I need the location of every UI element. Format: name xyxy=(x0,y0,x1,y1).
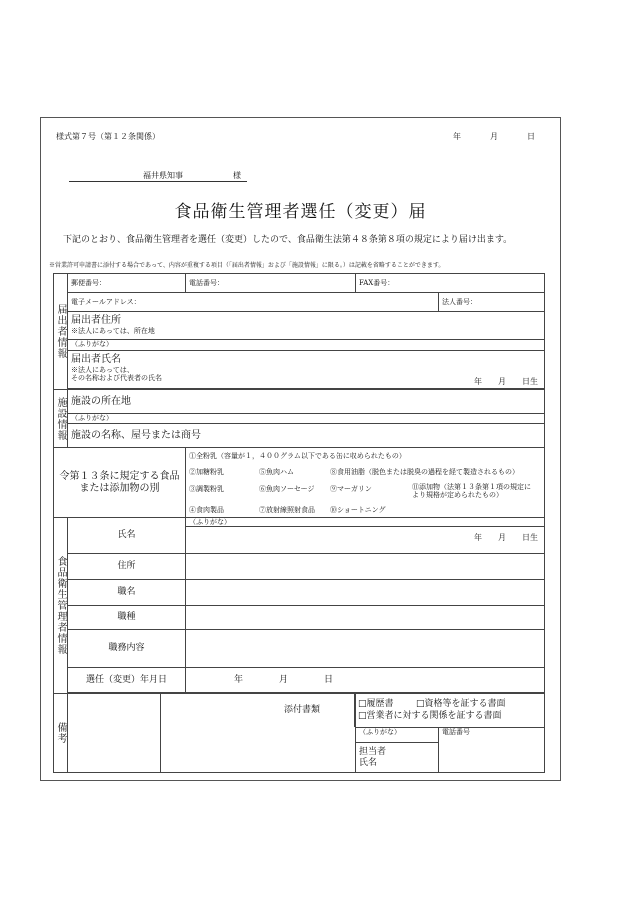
manager-duties-label: 職務内容 xyxy=(68,630,186,668)
manager-jobtype-field[interactable] xyxy=(186,606,545,630)
manager-position-field[interactable] xyxy=(186,580,545,606)
article13-options[interactable] xyxy=(186,448,545,518)
option-8[interactable]: ⑧食用油脂（脱色または脱臭の過程を経て製造されるもの） xyxy=(330,468,519,476)
attachment-qualification[interactable]: □資格等を証する書面 xyxy=(416,699,506,709)
manager-duties-field[interactable] xyxy=(186,630,545,668)
facility-section-label: 施設情報 xyxy=(54,390,68,448)
attachment-relationship[interactable]: □営業者に対する関係を証する書面 xyxy=(358,711,502,721)
manager-position-label: 職名 xyxy=(68,580,186,606)
remarks-divider xyxy=(160,694,161,772)
option-7[interactable]: ⑦放射線照射食品 xyxy=(259,506,315,514)
manager-name-field[interactable] xyxy=(186,527,545,554)
header-month: 月 xyxy=(490,132,498,141)
manager-address-label: 住所 xyxy=(68,554,186,580)
contact-name-cell[interactable] xyxy=(356,743,439,773)
remarks-section-label: 備考 xyxy=(54,694,68,773)
form-sheet xyxy=(40,117,561,781)
honorific: 様 xyxy=(233,171,241,180)
manager-furigana[interactable]: （ふりがな） xyxy=(186,518,545,527)
contact-label-2: 氏名 xyxy=(359,758,378,768)
applicant-furigana[interactable]: （ふりがな） xyxy=(68,340,545,351)
option-9[interactable]: ⑨マーガリン xyxy=(330,485,372,493)
attachments-label: 添付書類 xyxy=(284,705,321,715)
option-10[interactable]: ⑩ショートニング xyxy=(330,506,386,514)
applicant-address-cell[interactable] xyxy=(68,312,545,340)
header-year: 年 xyxy=(453,132,461,141)
postal-field[interactable]: 郵便番号： xyxy=(68,274,186,293)
attachment-resume[interactable]: □履歴書 xyxy=(358,699,394,709)
addressee: 福井県知事 xyxy=(143,171,183,180)
page-title: 食品衛生管理者選任（変更）届 xyxy=(174,202,427,222)
option-11[interactable]: ⑪添加物（法第１３条第１項の規定により規格が定められたもの） xyxy=(412,483,531,499)
facility-name[interactable]: 施設の名称、屋号または商号 xyxy=(68,424,545,448)
applicant-name-note1: ※法人にあっては、 xyxy=(71,366,134,374)
manager-jobtype-label: 職種 xyxy=(68,606,186,630)
appointed-date-field[interactable]: 年 月 日 xyxy=(186,668,545,693)
manager-name-label: 氏名 xyxy=(68,518,186,554)
attachments-divider xyxy=(354,694,355,727)
option-5[interactable]: ⑤魚肉ハム xyxy=(259,468,294,476)
appointed-date-label: 選任（変更）年月日 xyxy=(68,668,186,693)
corp-number-field[interactable]: 法人番号： xyxy=(439,293,545,312)
applicant-address-label: 届出者住所 xyxy=(71,315,121,326)
form-number: 様式第７号（第１２条関係） xyxy=(56,132,160,141)
applicant-name-label: 届出者氏名 xyxy=(71,354,121,365)
option-3[interactable]: ③調製粉乳 xyxy=(189,485,224,493)
attachments-cell xyxy=(284,694,545,728)
applicant-birthdate: 年 月 日生 xyxy=(474,377,539,386)
contact-furigana[interactable]: （ふりがな） xyxy=(356,728,439,743)
header-day: 日 xyxy=(527,132,535,141)
intro-text: 下記のとおり、食品衛生管理者を選任（変更）したので、食品衛生法第４８条第８項の規定により届け出ます。 xyxy=(63,235,513,245)
note-text: ※営業許可申請書に添付する場合であって、内容が重複する項目（「届出者情報」および「施設情報」に限る。）は記載を省略することができます。 xyxy=(49,262,445,269)
facility-furigana[interactable]: （ふりがな） xyxy=(68,414,545,424)
applicant-section-label: 届出者情報 xyxy=(54,274,68,390)
applicant-name-cell[interactable] xyxy=(68,351,545,389)
option-2[interactable]: ②加糖粉乳 xyxy=(189,468,224,476)
addressee-line xyxy=(69,181,247,182)
applicant-name-note2: その名称および代表者の氏名 xyxy=(71,374,162,382)
manager-section-label: 食品衛生管理者情報 xyxy=(54,518,68,694)
fax-field[interactable]: FAX番号： xyxy=(356,274,545,293)
option-1[interactable]: ①全粉乳（容量が１，４００グラム以下である缶に収められたもの） xyxy=(189,452,406,460)
phone-field[interactable]: 電話番号： xyxy=(186,274,356,293)
option-4[interactable]: ④食肉製品 xyxy=(189,506,224,514)
main-table xyxy=(53,273,545,773)
contact-phone[interactable]: 電話番号 xyxy=(439,728,545,773)
email-field[interactable]: 電子メールアドレス： xyxy=(68,293,439,312)
applicant-address-note: ※法人にあっては、所在地 xyxy=(71,327,155,335)
contact-label-1: 担当者 xyxy=(359,747,387,757)
manager-birthdate: 年 月 日生 xyxy=(474,533,539,542)
manager-address-field[interactable] xyxy=(186,554,545,580)
facility-location[interactable]: 施設の所在地 xyxy=(68,390,545,414)
article13-label: 令第１３条に規定する食品または添加物の別 xyxy=(54,448,186,518)
option-6[interactable]: ⑥魚肉ソーセージ xyxy=(259,485,315,493)
